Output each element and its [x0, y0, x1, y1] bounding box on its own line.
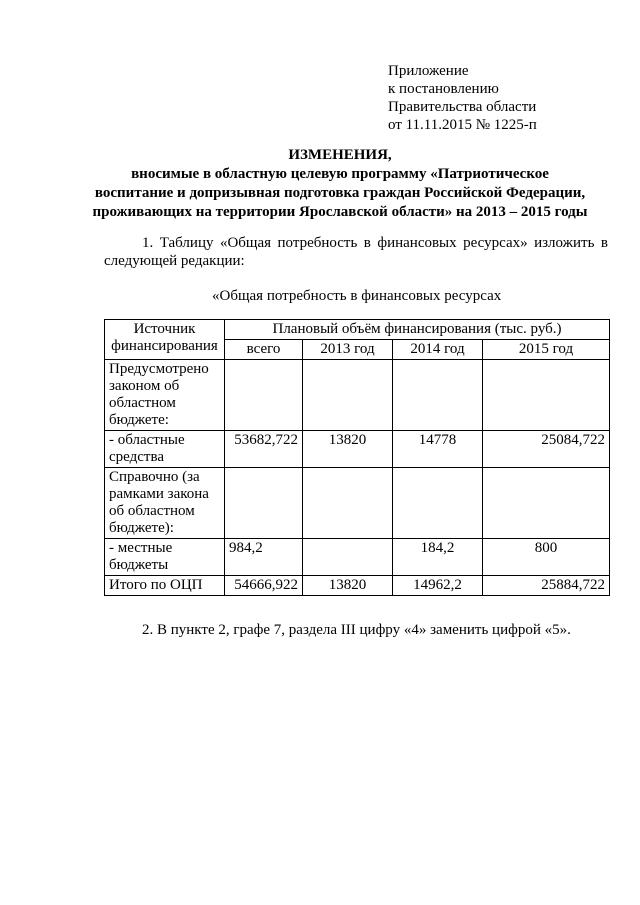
table-caption: «Общая потребность в финансовых ресурсах	[212, 288, 502, 304]
header-2013: 2013 год	[303, 340, 393, 360]
row-total: 984,2	[225, 539, 303, 576]
document-title	[60, 146, 620, 222]
row-2015: 25084,722	[483, 431, 610, 468]
table-row	[105, 360, 610, 431]
header-2015: 2015 год	[483, 340, 610, 360]
row-source: - областные средства	[105, 431, 225, 468]
row-2013	[303, 360, 393, 431]
header-2014: 2014 год	[393, 340, 483, 360]
row-source: Справочно (за рамками закона об областном бюджете):	[105, 468, 225, 539]
header-plan: Плановый объём финансирования (тыс. руб.)	[225, 320, 610, 340]
appendix-line-3: Правительства области	[388, 99, 537, 115]
row-2013: 13820	[303, 431, 393, 468]
row-2015: 800	[483, 539, 610, 576]
table-row-total	[105, 576, 610, 596]
table-row	[105, 539, 610, 576]
row-source: - местные бюджеты	[105, 539, 225, 576]
paragraph-2: 2. В пункте 2, графе 7, раздела III цифру «4» заменить цифрой «5».	[142, 622, 571, 638]
row-2014: 14962,2	[393, 576, 483, 596]
header-total: всего	[225, 340, 303, 360]
row-2015	[483, 468, 610, 539]
row-total: 54666,922	[225, 576, 303, 596]
title-line-3: воспитание и допризывная подготовка граждан Российской Федерации,	[94, 185, 586, 201]
row-2015	[483, 360, 610, 431]
row-total: 53682,722	[225, 431, 303, 468]
paragraph-1: 1. Таблицу «Общая потребность в финансовых ресурсах» изложить в следующей редакции:	[104, 235, 608, 269]
title-line-1: ИЗМЕНЕНИЯ,	[288, 147, 392, 163]
appendix-line-2: к постановлению	[388, 81, 499, 97]
row-2013	[303, 468, 393, 539]
table-row	[105, 431, 610, 468]
table-header-row-1	[105, 320, 610, 340]
appendix-line-4: от 11.11.2015 № 1225-п	[388, 117, 537, 133]
row-2013: 13820	[303, 576, 393, 596]
header-source: Источник финансирования	[105, 320, 225, 360]
row-2014	[393, 360, 483, 431]
title-line-2: вносимые в областную целевую программу «Патриотическое	[131, 166, 549, 182]
table-row	[105, 468, 610, 539]
row-2014	[393, 468, 483, 539]
row-total	[225, 468, 303, 539]
row-source: Итого по ОЦП	[105, 576, 225, 596]
row-2015: 25884,722	[483, 576, 610, 596]
row-2014: 184,2	[393, 539, 483, 576]
row-total	[225, 360, 303, 431]
row-2013	[303, 539, 393, 576]
appendix-line-1: Приложение	[388, 63, 469, 79]
appendix-block	[388, 62, 537, 134]
row-2014: 14778	[393, 431, 483, 468]
title-line-4: проживающих на территории Ярославской области» на 2013 – 2015 годы	[92, 204, 588, 220]
row-source: Предусмотрено законом об областном бюджете:	[105, 360, 225, 431]
financing-table	[104, 319, 610, 596]
